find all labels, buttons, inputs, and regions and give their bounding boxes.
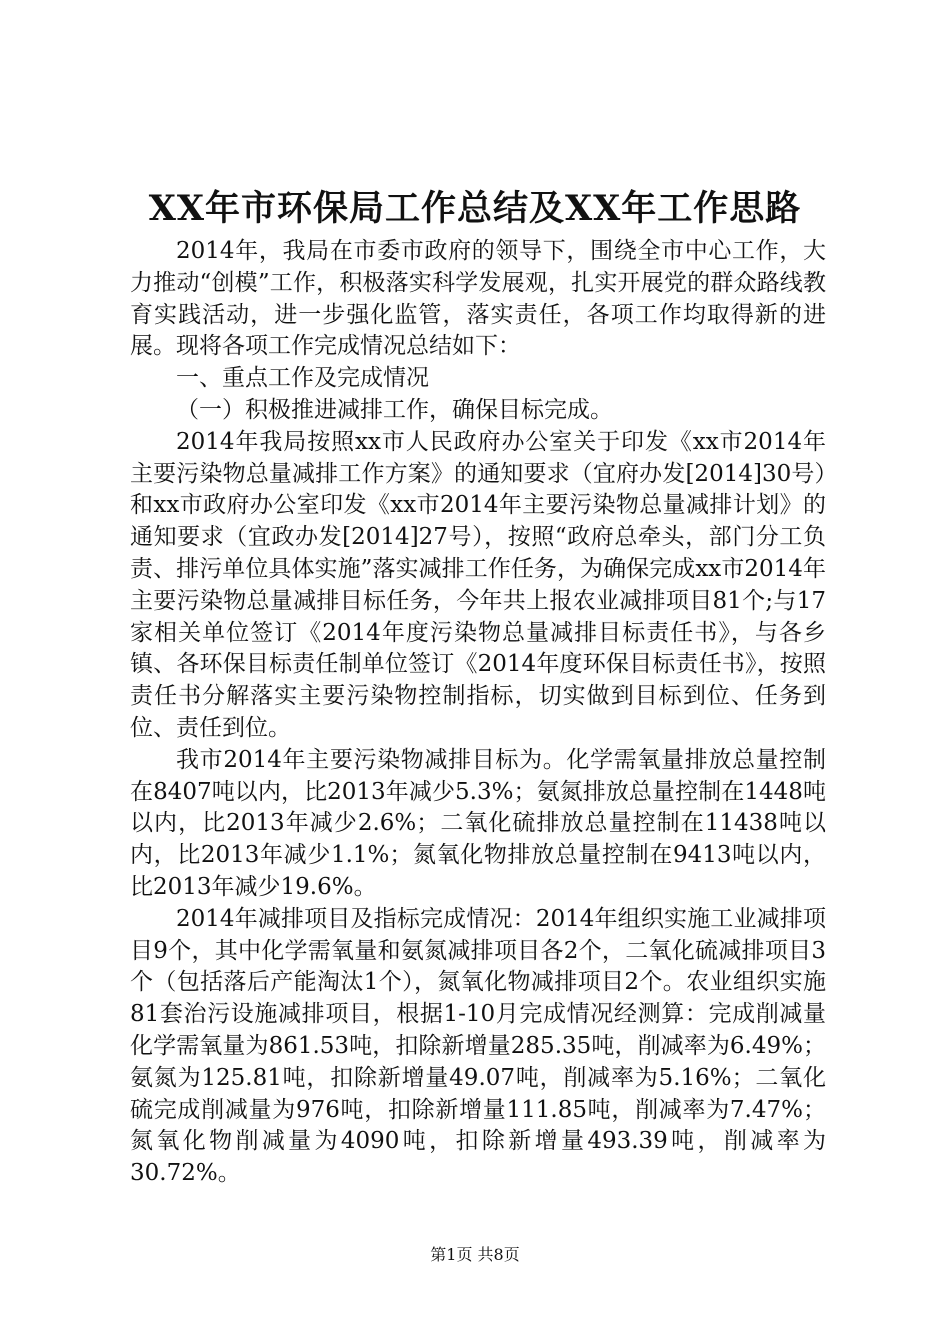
intro-paragraph: 2014年，我局在市委市政府的领导下，围绕全市中心工作，大力推动“创模”工作，积极落实科学发展观，扎实开展党的群众路线教育实践活动，进一步强化监管，落实责任，各项工作均取得新的进展。现将各项工作完成情况总结如下：	[130, 238, 826, 360]
body-paragraph: 2014年我局按照xx市人民政府办公室关于印发《xx市2014年主要污染物总量减排工作方案》的通知要求（宜府办发[2014]30号）和xx市政府办公室印发《xx市2014年主要污染物总量减排计划》的通知要求（宜政办发[2014]27号），按照“政府总牵头，部门分工负责、排污单位具体实施”落实减排工作任务，为确保完成xx市2014年主要污染物总量减排目标任务，今年共上报农业减排项目81个;与17家相关单位签订《2014年度污染物总量减排目标责任书》，与各乡镇、各环保目标责任制单位签订《2014年度环保目标责任书》，按照责任书分解落实主要污染物控制指标，切实做到目标到位、任务到位、责任到位。	[130, 428, 826, 741]
page-footer: 第1页 共8页	[430, 1245, 520, 1264]
body-paragraph: 我市2014年主要污染物减排目标为。化学需氧量排放总量控制在8407吨以内，比2013年减少5.3%；氨氮排放总量控制在1448吨以内，比2013年减少2.6%；二氧化硫排放总量控制在11438吨以内，比2013年减少1.1%；氮氧化物排放总量控制在9413吨以内，比2013年减少19.6%。	[130, 746, 826, 900]
body-paragraph: 2014年减排项目及指标完成情况：2014年组织实施工业减排项目9个，其中化学需氧量和氨氮减排项目各2个，二氧化硫减排项目3个（包括落后产能淘汰1个），氮氧化物减排项目2个。农业组织实施81套治污设施减排项目，根据1-10月完成情况经测算：完成削减量化学需氧量为861.53吨，扣除新增量285.35吨，削减率为6.49%；氨氮为125.81吨，扣除新增量49.07吨，削减率为5.16%；二氧化硫完成削减量为976吨，扣除新增量111.85吨，削减率为7.47%；氮氧化物削减量为4090吨，扣除新增量493.39吨，削减率为30.72%。	[130, 905, 826, 1187]
document-title: XX年市环保局工作总结及XX年工作思路	[148, 188, 802, 229]
document-body	[130, 236, 826, 1190]
subsection-heading: （一）积极推进减排工作，确保目标完成。	[176, 396, 613, 423]
section-heading: 一、重点工作及完成情况	[176, 365, 429, 392]
